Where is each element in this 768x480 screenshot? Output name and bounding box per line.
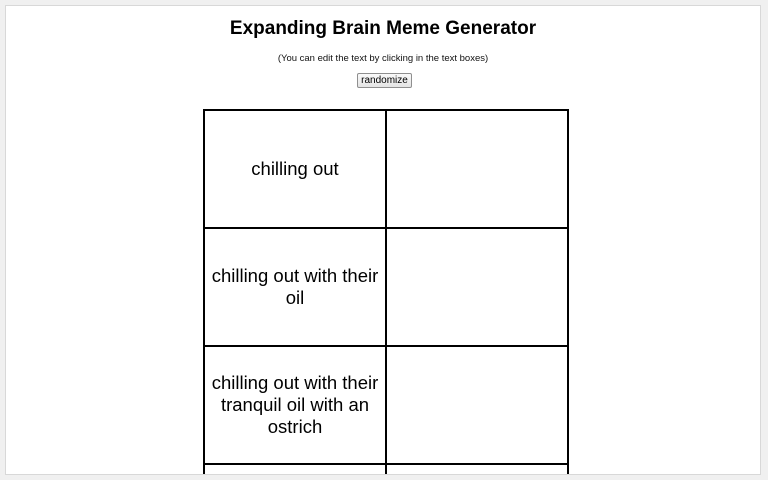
meme-row-1: [204, 110, 568, 228]
page-title: Expanding Brain Meme Generator: [229, 18, 537, 39]
meme-image-cell-2: [386, 228, 568, 346]
meme-text-box-2[interactable]: [204, 228, 386, 346]
meme-caption-3[interactable]: chilling out with their tranquil oil with an ostrich: [211, 372, 379, 437]
meme-caption-1[interactable]: chilling out: [251, 158, 339, 179]
meme-caption-2[interactable]: chilling out with their oil: [211, 265, 379, 308]
edit-hint: (You can edit the text by clicking in the text boxes): [277, 53, 489, 64]
meme-image-cell-1: [386, 110, 568, 228]
meme-text-box-1[interactable]: [204, 110, 386, 228]
meme-row-2: [204, 228, 568, 346]
meme-grid: [203, 109, 569, 475]
meme-row-4: [204, 464, 568, 475]
meme-row-3: [204, 346, 568, 464]
meme-image-cell-4: [386, 464, 568, 475]
randomize-button[interactable]: randomize: [357, 73, 412, 88]
meme-image-cell-3: [386, 346, 568, 464]
page-frame: [5, 5, 761, 475]
meme-text-box-3[interactable]: [204, 346, 386, 464]
meme-text-box-4[interactable]: [204, 464, 386, 475]
